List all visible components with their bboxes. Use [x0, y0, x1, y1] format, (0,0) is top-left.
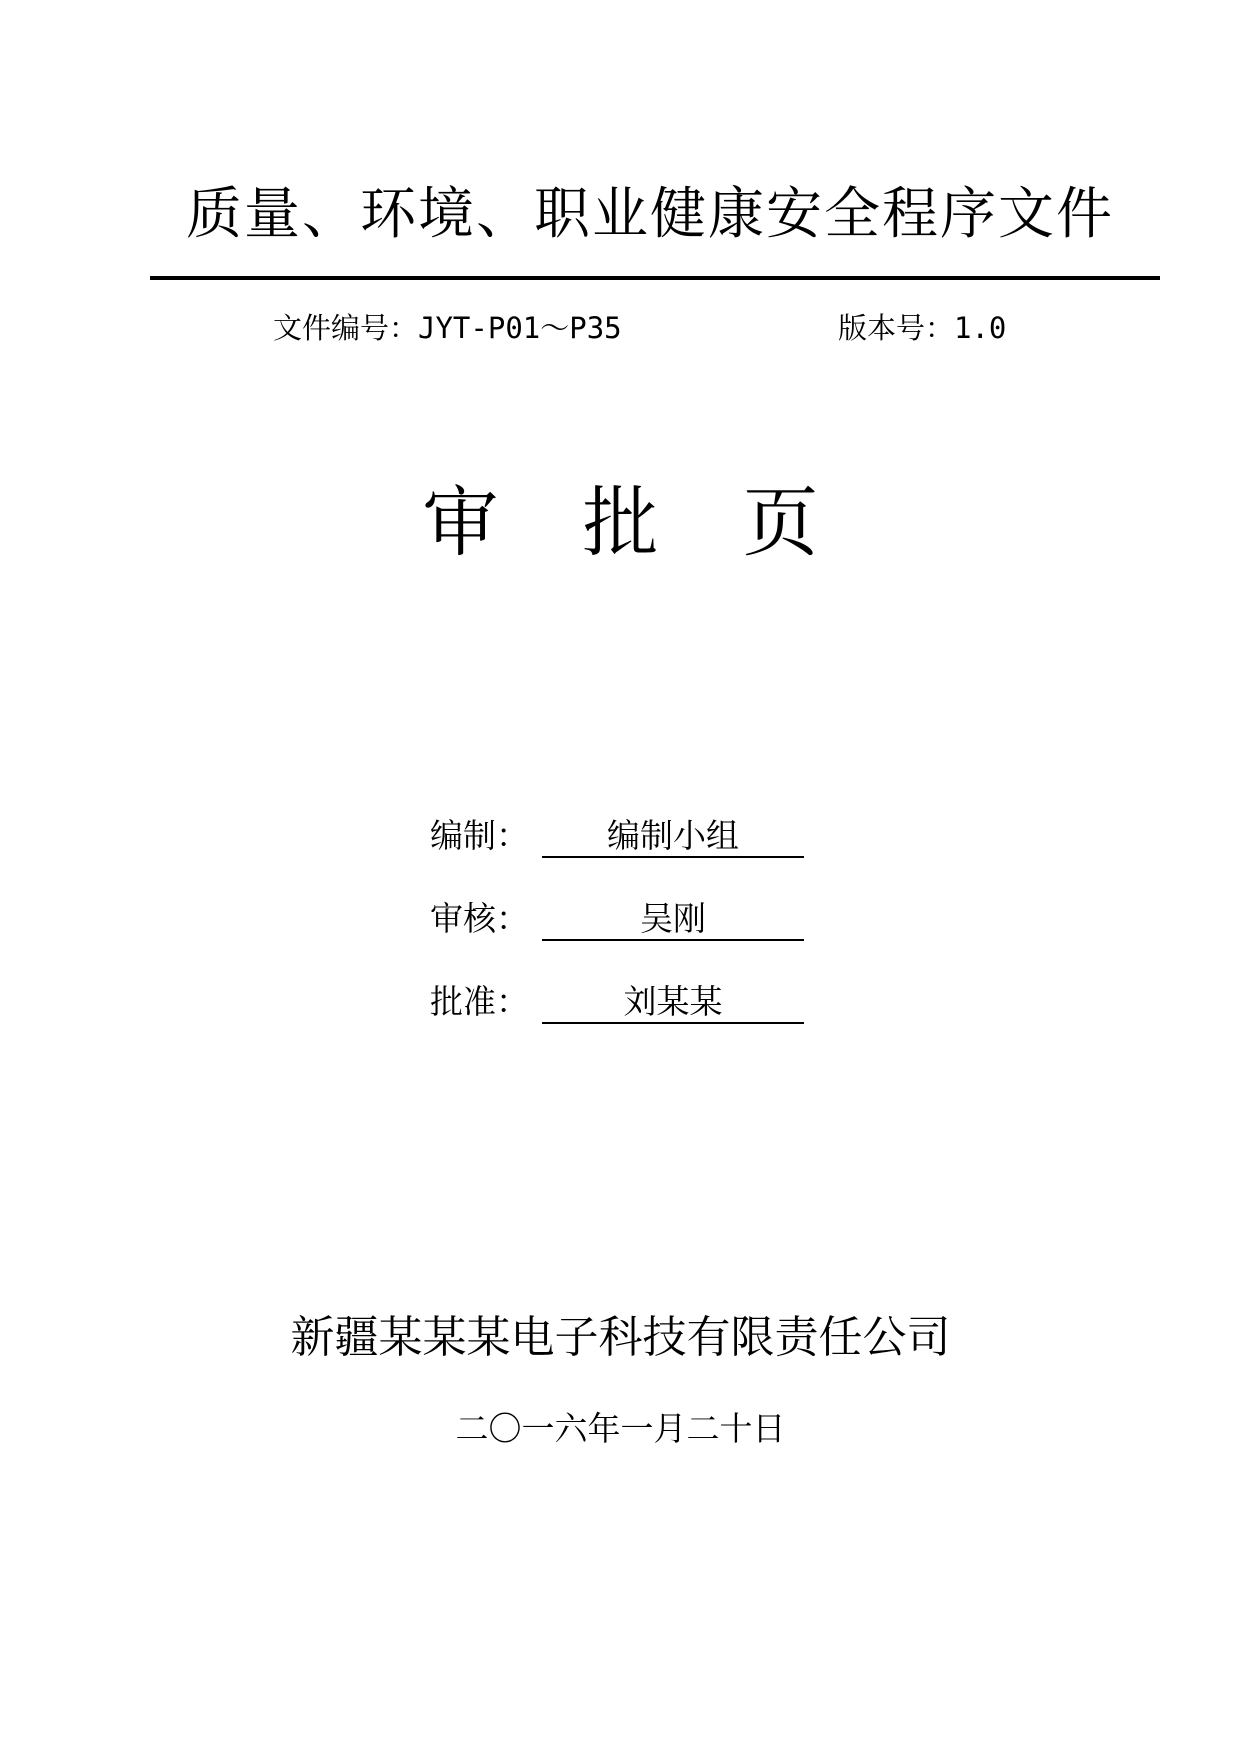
signature-label: 批准： — [430, 982, 529, 1021]
signature-label: 审核： — [430, 899, 529, 938]
document-number — [273, 308, 622, 348]
document-title: 质量、环境、职业健康安全程序文件 — [186, 182, 1114, 247]
document-number-label: 文件编号： — [273, 311, 419, 345]
version-value: 1.0 — [954, 311, 1007, 345]
version-number — [838, 308, 1006, 348]
version-label: 版本号： — [838, 311, 955, 345]
signature-value: 吴刚 — [542, 895, 804, 941]
title-divider — [150, 276, 1160, 280]
signature-value: 刘某某 — [542, 978, 804, 1024]
document-number-value: JYT-P01～P35 — [418, 311, 622, 345]
company-name: 新疆某某某电子科技有限责任公司 — [290, 1312, 951, 1363]
issue-date: 二〇一六年一月二十日 — [455, 1409, 786, 1448]
page-heading: 审 批 页 — [422, 478, 849, 567]
signature-value: 编制小组 — [542, 812, 804, 858]
signature-label: 编制： — [430, 816, 529, 855]
